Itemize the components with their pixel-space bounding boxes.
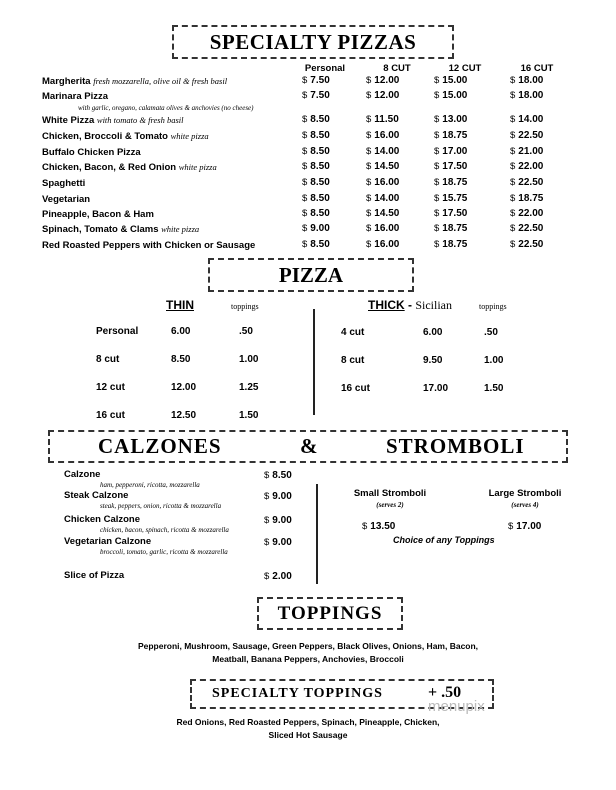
calzone-name: Calzone xyxy=(64,469,101,480)
thin-topping-price: .50 xyxy=(239,326,253,337)
calzone-desc: broccoli, tomato, garlic, ricotta & mozzarella xyxy=(100,548,228,556)
calzones-stromboli-header-box xyxy=(48,430,568,463)
thin-price: 6.00 xyxy=(171,326,191,337)
item-name: Buffalo Chicken Pizza xyxy=(42,147,141,158)
item-desc: with garlic, oregano, calamata olives & anchovies (no cheese) xyxy=(78,104,254,112)
calzone-price: $ 8.50 xyxy=(264,470,292,481)
thin-topping-price: 1.25 xyxy=(239,382,259,393)
specialty-price: $ 8.50 xyxy=(302,239,330,250)
specialty-toppings-line-2: Sliced Hot Sausage xyxy=(268,730,348,740)
specialty-item-name xyxy=(42,162,217,173)
toppings-list xyxy=(0,640,616,666)
thick-toppings-label: toppings xyxy=(479,302,507,311)
item-desc: white pizza xyxy=(178,162,217,172)
specialty-toppings-title: SPECIALTY TOPPINGS xyxy=(212,686,383,701)
thick-price: 9.50 xyxy=(423,355,443,366)
thin-price: 8.50 xyxy=(171,354,191,365)
specialty-price: $ 14.50 xyxy=(366,161,400,172)
specialty-item-name xyxy=(42,194,90,205)
specialty-pizzas-header-box xyxy=(172,25,454,59)
item-desc: white pizza xyxy=(170,131,209,141)
thick-size: 4 cut xyxy=(341,327,365,338)
column-header: Personal xyxy=(304,63,346,74)
item-name: Pineapple, Bacon & Ham xyxy=(42,209,154,220)
thick-size: 16 cut xyxy=(341,383,370,394)
pizza-divider-line xyxy=(313,309,315,415)
specialty-price: $ 22.50 xyxy=(510,239,544,250)
specialty-item-name xyxy=(42,147,141,158)
item-desc: with tomato & fresh basil xyxy=(96,115,184,125)
specialty-item-name xyxy=(42,240,255,251)
specialty-price: $ 7.50 xyxy=(302,75,330,86)
specialty-item-name xyxy=(42,131,209,142)
thin-toppings-label: toppings xyxy=(231,302,259,311)
thin-size: 12 cut xyxy=(96,382,125,393)
specialty-toppings-price: + .50 xyxy=(428,684,462,701)
specialty-pizzas-title: SPECIALTY PIZZAS xyxy=(209,30,417,54)
specialty-price: $ 8.50 xyxy=(302,161,330,172)
specialty-price: $ 16.00 xyxy=(366,130,400,141)
specialty-price: $ 16.00 xyxy=(366,239,400,250)
specialty-price: $ 22.50 xyxy=(510,130,544,141)
thin-price: 12.50 xyxy=(171,410,197,421)
calzone-desc: ham, pepperoni, ricotta, mozzarella xyxy=(100,481,200,489)
specialty-price: $ 8.50 xyxy=(302,146,330,157)
specialty-price: $ 22.50 xyxy=(510,177,544,188)
specialty-price: $ 17.50 xyxy=(434,161,468,172)
item-name: Marinara Pizza xyxy=(42,91,108,102)
item-desc: white pizza xyxy=(161,224,200,234)
thick-size: 8 cut xyxy=(341,355,365,366)
item-name: Margherita xyxy=(42,76,91,87)
calzone-name: Slice of Pizza xyxy=(64,570,125,581)
calzone-name: Steak Calzone xyxy=(64,490,129,501)
thin-topping-price: 1.00 xyxy=(239,354,259,365)
thin-price: 12.00 xyxy=(171,382,197,393)
thick-price: 6.00 xyxy=(423,327,443,338)
item-desc: fresh mozzarella, olive oil & fresh basil xyxy=(93,76,228,86)
specialty-price: $ 17.50 xyxy=(434,208,468,219)
calzone-divider-line xyxy=(316,484,318,584)
specialty-price: $ 18.75 xyxy=(434,177,468,188)
calzone-price: $ 9.00 xyxy=(264,491,292,502)
specialty-price: $ 16.00 xyxy=(366,177,400,188)
specialty-price: $ 14.00 xyxy=(510,114,544,125)
item-name: White Pizza xyxy=(42,115,95,126)
specialty-price: $ 22.00 xyxy=(510,161,544,172)
specialty-price: $ 18.75 xyxy=(510,193,544,204)
pizza-title: PIZZA xyxy=(278,263,344,287)
pizza-header-box xyxy=(208,258,414,292)
thin-topping-price: 1.50 xyxy=(239,410,259,421)
specialty-item-name xyxy=(42,224,199,235)
small-stromboli-serves: (serves 2) xyxy=(376,501,404,509)
small-stromboli-name: Small Stromboli xyxy=(353,488,427,499)
specialty-price: $ 22.00 xyxy=(510,208,544,219)
thin-size: Personal xyxy=(96,326,139,337)
specialty-price: $ 7.50 xyxy=(302,90,330,101)
large-stromboli xyxy=(470,487,580,511)
item-name: Chicken, Broccoli & Tomato xyxy=(42,131,168,142)
specialty-toppings-line-1: Red Onions, Red Roasted Peppers, Spinach, Pineapple, Chicken, xyxy=(176,717,440,727)
thin-size: 16 cut xyxy=(96,410,125,421)
thick-topping-price: 1.00 xyxy=(484,355,504,366)
stromboli-note: Choice of any Toppings xyxy=(393,535,495,545)
specialty-price: $ 18.00 xyxy=(510,90,544,101)
specialty-toppings-list xyxy=(0,716,616,742)
specialty-item-name xyxy=(42,178,85,189)
specialty-price: $ 14.00 xyxy=(366,193,400,204)
toppings-header-box xyxy=(257,597,403,630)
thick-price: 17.00 xyxy=(423,383,449,394)
specialty-item-name xyxy=(42,76,227,87)
calzone-name: Vegetarian Calzone xyxy=(64,536,152,547)
specialty-price: $ 15.00 xyxy=(434,75,468,86)
thick-topping-price: 1.50 xyxy=(484,383,504,394)
specialty-price: $ 11.50 xyxy=(366,114,399,125)
item-name: Chicken, Bacon, & Red Onion xyxy=(42,162,177,173)
calzone-name: Chicken Calzone xyxy=(64,514,141,525)
specialty-price: $ 14.00 xyxy=(366,146,400,157)
large-stromboli-price: $ 17.00 xyxy=(508,521,542,532)
calzone-price: $ 2.00 xyxy=(264,571,292,582)
thick-dash: - xyxy=(404,298,416,312)
specialty-price: $ 8.50 xyxy=(302,114,330,125)
specialty-price: $ 12.00 xyxy=(366,75,400,86)
specialty-price: $ 18.75 xyxy=(434,239,468,250)
specialty-price: $ 8.50 xyxy=(302,208,330,219)
toppings-title: TOPPINGS xyxy=(277,603,383,624)
specialty-price: $ 15.00 xyxy=(434,90,468,101)
watermark-logo: menupix xyxy=(428,698,485,715)
specialty-price: $ 18.00 xyxy=(510,75,544,86)
column-header: 8 CUT xyxy=(383,63,411,74)
thick-heading xyxy=(368,296,452,314)
large-stromboli-name: Large Stromboli xyxy=(488,488,562,499)
calzone-price: $ 9.00 xyxy=(264,515,292,526)
specialty-item-name xyxy=(42,91,108,102)
large-stromboli-serves: (serves 4) xyxy=(511,501,539,509)
calzone-desc: steak, peppers, onion, ricotta & mozzarella xyxy=(100,502,222,510)
specialty-price: $ 22.50 xyxy=(510,223,544,234)
specialty-price: $ 17.00 xyxy=(434,146,468,157)
thick-label: THICK xyxy=(368,298,405,312)
column-header: 16 CUT xyxy=(520,63,554,74)
specialty-price: $ 18.75 xyxy=(434,130,468,141)
calzones-title: CALZONES xyxy=(98,434,222,458)
stromboli-title: STROMBOLI xyxy=(386,434,525,458)
item-name: Vegetarian xyxy=(42,194,91,205)
specialty-price: $ 8.50 xyxy=(302,177,330,188)
specialty-item-name xyxy=(42,209,154,220)
specialty-price: $ 8.50 xyxy=(302,193,330,204)
item-name: Red Roasted Peppers with Chicken or Sausage xyxy=(42,240,256,251)
specialty-item-name xyxy=(42,115,184,126)
specialty-price: $ 16.00 xyxy=(366,223,400,234)
specialty-price: $ 15.75 xyxy=(434,193,468,204)
column-header: 12 CUT xyxy=(448,63,482,74)
ampersand: & xyxy=(300,434,318,458)
thick-style: Sicilian xyxy=(415,298,453,312)
small-stromboli xyxy=(340,487,440,511)
small-stromboli-price: $ 13.50 xyxy=(362,521,396,532)
specialty-price: $ 18.75 xyxy=(434,223,468,234)
specialty-price: $ 12.00 xyxy=(366,90,400,101)
toppings-line-1: Pepperoni, Mushroom, Sausage, Green Peppers, Black Olives, Onions, Ham, Bacon, xyxy=(137,641,479,651)
specialty-price: $ 8.50 xyxy=(302,130,330,141)
calzone-price: $ 9.00 xyxy=(264,537,292,548)
toppings-line-2: Meatball, Banana Peppers, Anchovies, Broccoli xyxy=(212,654,404,664)
item-name: Spaghetti xyxy=(42,178,86,189)
calzone-desc: chicken, bacon, spinach, ricotta & mozzarella xyxy=(100,526,229,534)
specialty-price: $ 13.00 xyxy=(434,114,468,125)
thin-size: 8 cut xyxy=(96,354,120,365)
specialty-price: $ 21.00 xyxy=(510,146,544,157)
specialty-price: $ 9.00 xyxy=(302,223,330,234)
item-name: Spinach, Tomato & Clams xyxy=(42,224,159,235)
thick-topping-price: .50 xyxy=(484,327,498,338)
specialty-price: $ 14.50 xyxy=(366,208,400,219)
thin-label: THIN xyxy=(166,298,194,312)
